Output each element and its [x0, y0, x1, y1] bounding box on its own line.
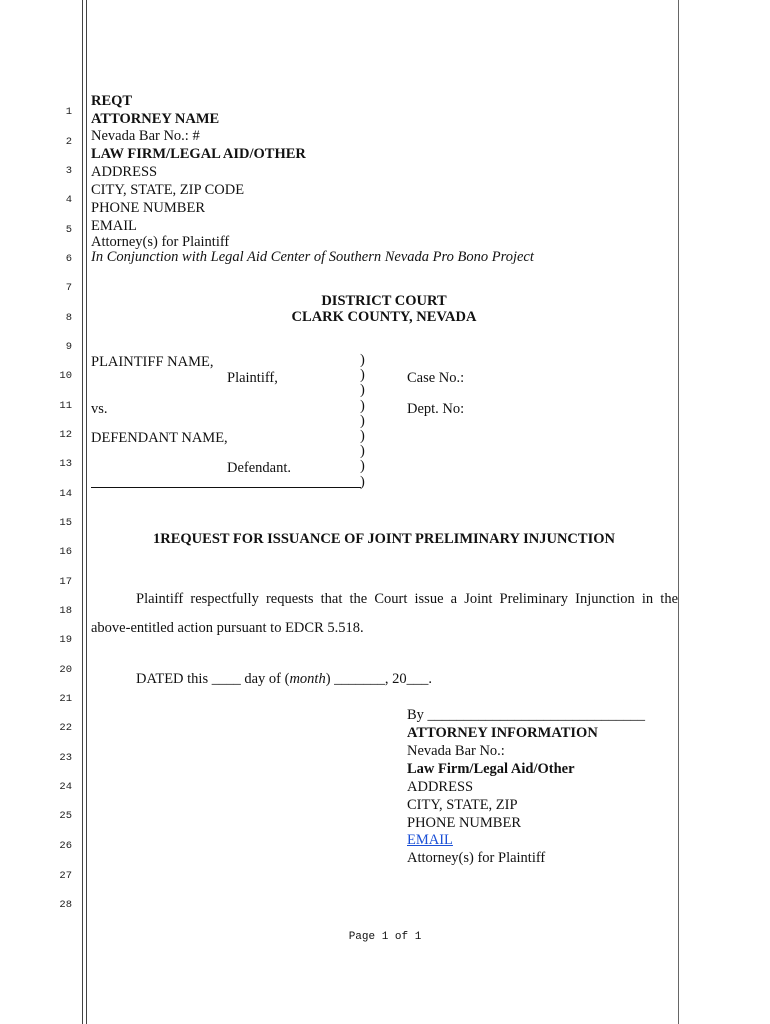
signature-address: ADDRESS — [407, 779, 474, 795]
dept-number: Dept. No: — [407, 401, 465, 417]
case-number: Case No.: — [407, 370, 465, 386]
line-number: 28 — [59, 899, 72, 911]
conjunction-note: In Conjunction with Legal Aid Center of Southern Nevada Pro Bono Project — [91, 249, 534, 265]
email: EMAIL — [91, 218, 137, 234]
caption-bracket: ) — [360, 367, 365, 384]
attorney-name: ATTORNEY NAME — [91, 111, 220, 127]
caption-bracket: ) — [360, 412, 365, 429]
versus: vs. — [91, 401, 108, 417]
city-state-zip: CITY, STATE, ZIP CODE — [91, 182, 245, 198]
signature-city: CITY, STATE, ZIP — [407, 797, 518, 813]
signature-bar-number: Nevada Bar No.: — [407, 743, 505, 759]
line-number: 4 — [65, 194, 72, 206]
line-number: 9 — [65, 341, 72, 353]
signature-by-line: By ______________________________ — [407, 707, 646, 723]
caption-bracket: ) — [360, 382, 365, 399]
signature-phone: PHONE NUMBER — [407, 815, 521, 831]
line-number: 8 — [65, 312, 72, 324]
line-number: 22 — [59, 722, 72, 734]
line-number: 17 — [59, 576, 72, 588]
line-number: 19 — [59, 634, 72, 646]
defendant-label: Defendant. — [227, 460, 292, 476]
caption-bracket: ) — [360, 443, 365, 460]
right-margin-rule — [678, 0, 679, 1024]
defendant-name: DEFENDANT NAME, — [91, 430, 228, 446]
doc-code: REQT — [91, 93, 133, 109]
line-number: 27 — [59, 870, 72, 882]
dated-suffix: ) _______, 20___. — [325, 671, 433, 687]
line-number: 13 — [59, 458, 72, 470]
caption-bracket: ) — [360, 473, 365, 490]
line-number: 3 — [65, 165, 72, 177]
phone-number: PHONE NUMBER — [91, 200, 205, 216]
line-number: 7 — [65, 282, 72, 294]
line-number: 12 — [59, 429, 72, 441]
line-number: 6 — [65, 253, 72, 265]
line-number: 5 — [65, 224, 72, 236]
bar-number: Nevada Bar No.: # — [91, 128, 200, 144]
plaintiff-name: PLAINTIFF NAME, — [91, 354, 214, 370]
left-margin-rule-outer — [82, 0, 83, 1024]
line-number: 23 — [59, 752, 72, 764]
dated-month: month — [289, 671, 326, 687]
plaintiff-label: Plaintiff, — [227, 370, 278, 386]
caption-bracket: ) — [360, 428, 365, 445]
line-number: 2 — [65, 136, 72, 148]
signature-attorney-for: Attorney(s) for Plaintiff — [407, 850, 546, 866]
line-number: 24 — [59, 781, 72, 793]
signature-email-link[interactable]: EMAIL — [407, 832, 453, 848]
document-title: 1REQUEST FOR ISSUANCE OF JOINT PRELIMINARY INJUNCTION — [153, 531, 615, 547]
line-number: 14 — [59, 488, 72, 500]
signature-attorney-info: ATTORNEY INFORMATION — [407, 725, 598, 741]
line-number: 20 — [59, 664, 72, 676]
left-margin-rule-inner — [86, 0, 87, 1024]
law-firm: LAW FIRM/LEGAL AID/OTHER — [91, 146, 306, 162]
line-number: 16 — [59, 546, 72, 558]
signature-firm: Law Firm/Legal Aid/Other — [407, 761, 575, 777]
dated-prefix: DATED this ____ day of ( — [136, 671, 290, 687]
court-county: CLARK COUNTY, NEVADA — [291, 309, 477, 325]
paragraph-line-1: Plaintiff respectfully requests that the Court issue a Joint Preliminary Injunction in the — [136, 591, 678, 607]
caption-bracket: ) — [360, 352, 365, 368]
caption-brackets — [360, 353, 365, 490]
line-number: 15 — [59, 517, 72, 529]
line-number: 26 — [59, 840, 72, 852]
line-number: 11 — [59, 400, 72, 412]
court-name: DISTRICT COURT — [321, 293, 447, 309]
caption-underline — [91, 487, 361, 488]
page-number: Page 1 of 1 — [348, 931, 422, 943]
attorney-for: Attorney(s) for Plaintiff — [91, 234, 230, 250]
line-number: 18 — [59, 605, 72, 617]
line-number: 21 — [59, 693, 72, 705]
line-number: 10 — [59, 370, 72, 382]
dated-line — [136, 670, 432, 688]
paragraph-line-2: above-entitled action pursuant to EDCR 5.518. — [91, 620, 364, 636]
caption-bracket: ) — [360, 397, 365, 414]
line-number: 1 — [65, 106, 72, 118]
caption-bracket: ) — [360, 458, 365, 475]
address: ADDRESS — [91, 164, 158, 180]
line-number: 25 — [59, 810, 72, 822]
